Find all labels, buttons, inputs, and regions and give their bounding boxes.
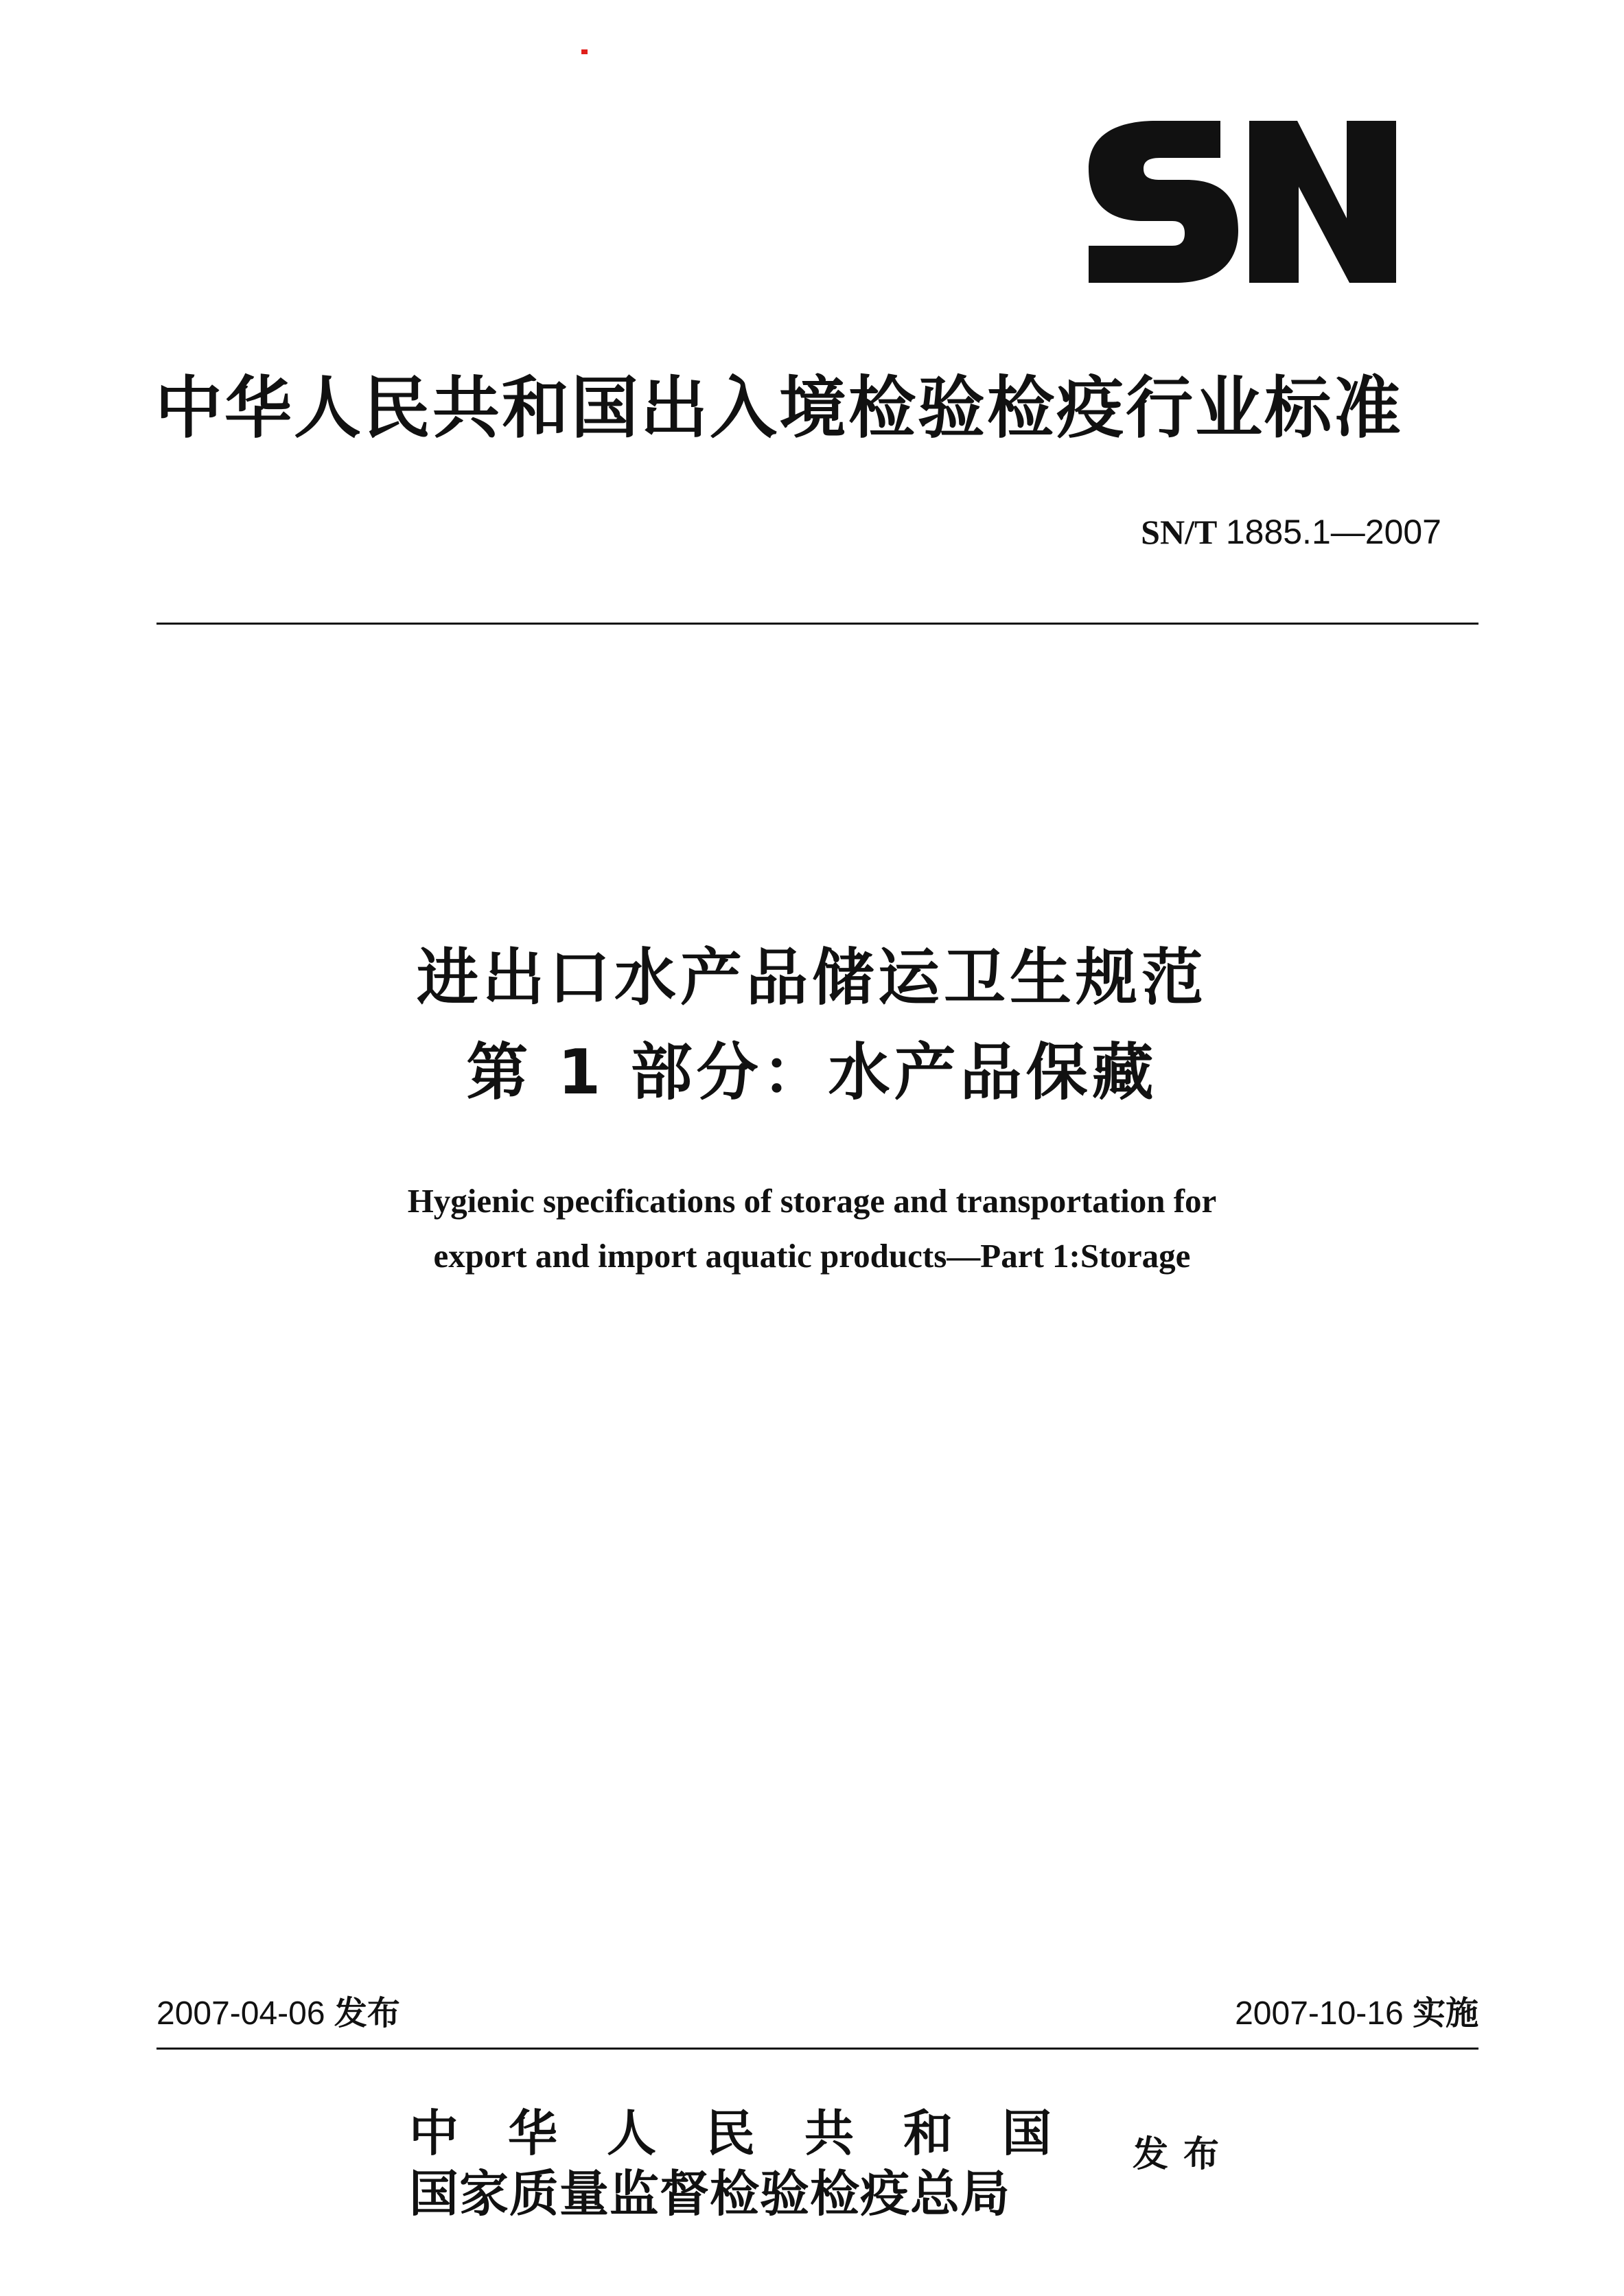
- implementation-date-word: 实施: [1412, 1994, 1478, 2032]
- issue-date: [156, 1989, 400, 2038]
- issuing-authority: [409, 2103, 1102, 2224]
- implementation-date-value: 2007-10-16: [1235, 1995, 1404, 2032]
- red-mark: [581, 49, 588, 54]
- org-standard-title: 中华人民共和国出入境检验检疫行业标准: [155, 369, 1404, 448]
- issue-date-value: 2007-04-06: [156, 1995, 325, 2032]
- footer-divider: [156, 2048, 1478, 2050]
- sn-logo: [1079, 115, 1402, 288]
- issuer-line-1: 中华人民共和国: [409, 2104, 1102, 2162]
- header-divider: [156, 623, 1478, 625]
- standard-num: 1885.1—2007: [1225, 513, 1441, 551]
- implementation-date: [1235, 1989, 1478, 2038]
- english-title-line-1: Hygienic specifications of storage and transportation for: [407, 1182, 1217, 1220]
- standard-code: SN/T: [1141, 513, 1218, 551]
- publish-word: 发布: [1133, 2134, 1235, 2175]
- issue-date-word: 发布: [334, 1994, 400, 2032]
- english-title-line-2: export and import aquatic products—Part 1:Storage: [433, 1237, 1191, 1275]
- standard-number: [1141, 508, 1441, 556]
- chinese-title-line-1: 进出口水产品储运卫生规范: [417, 942, 1207, 1014]
- chinese-title-line-2: 第 1 部分：水产品保藏: [466, 1036, 1158, 1109]
- issuer-line-2: 国家质量监督检验检疫总局: [409, 2164, 1011, 2223]
